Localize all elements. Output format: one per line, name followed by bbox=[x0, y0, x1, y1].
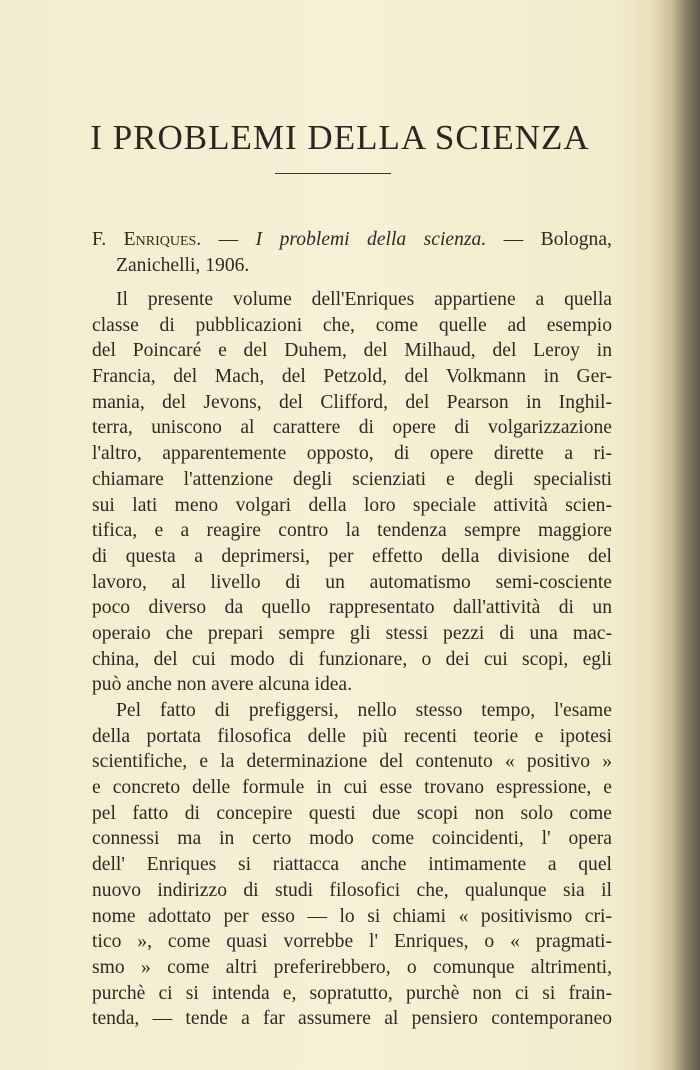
text-line: pel fatto di concepire questi due scopi non solo come bbox=[92, 802, 612, 824]
text-line: sui lati meno volgari della loro speciale attività scien- bbox=[92, 494, 612, 516]
author-name: Enriques. bbox=[123, 229, 202, 250]
text-line: dell' Enriques si riattacca anche intimamente a quel bbox=[92, 854, 612, 876]
text-line: della portata filosofica delle più recenti teorie e ipotesi bbox=[92, 725, 612, 747]
citation-line-1 bbox=[92, 227, 612, 253]
citation-line-2: Zanichelli, 1906. bbox=[116, 254, 250, 276]
text-line: mania, del Jevons, del Clifford, del Pearson in Inghil- bbox=[92, 391, 612, 413]
text-line: poco diverso da quello rappresentato dall'attività di un bbox=[92, 597, 612, 619]
text-line: terra, uniscono al carattere di opere di volgarizzazione bbox=[92, 417, 612, 439]
text-line: può anche non avere alcuna idea. bbox=[92, 674, 353, 696]
text-line: tifica, e a reagire contro la tendenza sempre maggiore bbox=[92, 520, 612, 542]
text-line: l'altro, apparentemente opposto, di opere dirette a ri- bbox=[92, 443, 612, 465]
dash: — bbox=[503, 229, 524, 250]
text-line: di questa a deprimersi, per effetto della divisione del bbox=[92, 545, 612, 567]
text-line: scientifiche, e la determinazione del contenuto « positivo » bbox=[92, 751, 612, 773]
text-line: purchè ci si intenda e, sopratutto, purchè non ci si frain- bbox=[92, 982, 612, 1004]
text-line: classe di pubblicazioni che, come quelle ad esempio bbox=[92, 314, 612, 336]
publication-place: Bologna, bbox=[540, 229, 612, 250]
dash: — bbox=[218, 229, 239, 250]
text-line: tico », come quasi vorrebbe l' Enriques, o « pragmati- bbox=[92, 931, 612, 953]
text-line: Pel fatto di prefiggersi, nello stesso tempo, l'esame bbox=[116, 700, 612, 721]
page-title: I PROBLEMI DELLA SCIENZA bbox=[90, 118, 590, 157]
text-line: operaio che prepari sempre gli stessi pezzi di una mac- bbox=[92, 622, 612, 644]
text-line: nome adottato per esso — lo si chiami « positivismo cri- bbox=[92, 905, 612, 927]
text-line: tenda, — tende a far assumere al pensiero contemporaneo bbox=[92, 1008, 612, 1030]
title-divider bbox=[275, 173, 391, 174]
text-line: Francia, del Mach, del Petzold, del Volkmann in Ger- bbox=[92, 366, 612, 388]
text-line: china, del cui modo di funzionare, o dei cui scopi, egli bbox=[92, 648, 612, 670]
text-line: Il presente volume dell'Enriques appartiene a quella bbox=[116, 289, 612, 310]
author-initial: F. bbox=[92, 229, 107, 250]
bibliographic-citation bbox=[92, 227, 612, 278]
text-line: smo » come altri preferirebbero, o comunque altrimenti, bbox=[92, 956, 612, 978]
paragraph-2 bbox=[92, 698, 612, 1032]
work-title: I problemi della scienza. bbox=[255, 229, 487, 250]
text-line: lavoro, al livello di un automatismo semi-cosciente bbox=[92, 571, 612, 593]
text-line: del Poincaré e del Duhem, del Milhaud, del Leroy in bbox=[92, 340, 612, 362]
text-line: nuovo indirizzo di studi filosofici che, qualunque sia il bbox=[92, 879, 612, 901]
text-line: connessi ma in certo modo come coincidenti, l' opera bbox=[92, 828, 612, 850]
text-line: chiamare l'attenzione degli scienziati e degli specialisti bbox=[92, 468, 612, 490]
text-line: e concreto delle formule in cui esse trovano espressione, e bbox=[92, 777, 612, 799]
paragraph-1 bbox=[92, 287, 612, 698]
